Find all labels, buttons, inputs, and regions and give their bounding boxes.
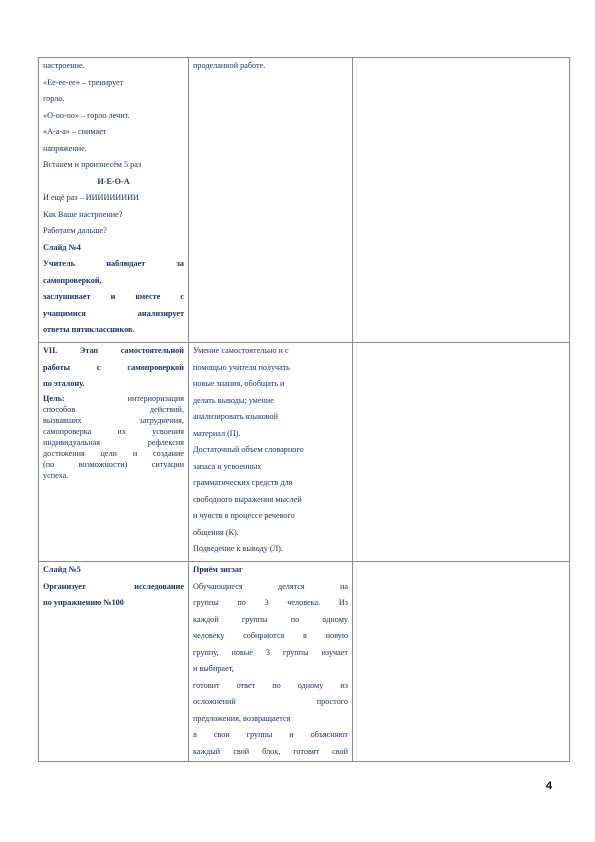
text-line: Обучающиеся делятся на [193,581,348,591]
table-row [39,562,570,762]
text-line: делать выводы; умение [193,395,274,405]
text-line: Подведение к выводу (Л). [193,544,283,553]
table-row [39,58,570,343]
row3-results-cell [189,562,353,762]
text-line: в свои группы и объясняют [193,730,348,739]
row1-stage-cell [39,58,189,343]
text-line: новые знания, обобщать и [193,379,285,388]
text-line: Умение самостоятельно и с [193,346,289,355]
text-line: группы по 3 человека. Из [193,598,348,607]
text-line: «Ее-ее-ее» – тренирует [43,77,124,87]
text-line: (по возможности) ситуации [43,459,184,469]
text-line: И ещё раз – ИИИИИИИИИ [43,193,139,202]
technique-title: Приём зигзаг [193,565,243,574]
stage-title: VII. Этап самостоятельной [43,346,184,355]
text-line: достижения цели и создание [43,448,184,458]
text-line: горло. [43,94,65,103]
text-line: самопроверка их усвоения [43,426,184,436]
goal-label: Цель: [43,393,65,403]
text-line: анализировать языковой [193,412,278,421]
text-line: свободного выражения мыслей [193,494,302,504]
lesson-plan-table [38,57,570,762]
text-line: успеха. [43,470,69,480]
text-line: учащимися анализирует [43,308,184,318]
text-line: заслушивает и вместе с [43,292,184,301]
table-row [39,343,570,562]
stage-title: работы с самопроверкой [43,362,184,372]
text-line: Встанем и произнесём 5 раз [43,160,142,169]
row2-empty-cell [353,343,570,562]
row3-stage-cell [39,562,189,762]
text-line: напряжение. [43,143,87,153]
text-line: настроение. [43,61,85,70]
stage-title: по эталону. [43,379,85,388]
text-line: помощью учителя получать [193,362,290,372]
text-line: по упражнению №100 [43,598,124,607]
text-line: ответы пятиклассников. [43,325,135,334]
text-line: Как Ваше настроение? [43,209,123,219]
row3-empty-cell [353,562,570,762]
text-line: осложнений простого [193,697,348,706]
text-line: Организует исследование [43,581,184,591]
text-line: и чувств в процессе речевого [193,511,295,520]
text-line: Работаем дальше? [43,226,107,235]
row2-stage-cell [39,343,189,562]
row2-results-cell [189,343,353,562]
text-line: «А-а-а» – снимает [43,127,107,136]
goal-text: интериоризация [127,393,184,403]
text-line: способов действий, [43,404,184,414]
text-line: материал (П). [193,428,241,438]
row1-results-cell [189,58,353,343]
slide-label: Слайд №4 [43,242,81,252]
text-line: человеку собираются в новую [193,631,348,640]
text-line: Учитель наблюдает за [43,259,184,268]
text-line: «О-оо-оо» – горло лечит. [43,110,130,120]
text-line: грамматических средств для [193,478,293,487]
page-number: 4 [546,780,553,792]
text-line: предложения, возвращается [193,713,291,723]
vowel-sequence: И-Е-О-А [97,176,130,186]
text-line: самопроверкой, [43,275,102,285]
text-line: группу, новые 3 группы изучает [193,647,348,657]
text-line: запаса и усвоенных [193,461,262,471]
text-line: и выбирает, [193,664,234,673]
slide-label: Слайд №5 [43,565,81,574]
text-line: индивидуальная рефлексия [43,437,184,447]
text-line: Достаточный объем словарного [193,445,304,454]
row1-empty-cell [353,58,570,343]
goal-line [43,393,184,404]
text-line: общения (К). [193,527,239,537]
text-line: каждой группы по одному [193,614,348,624]
text-line: каждый свой блок, готовят свой [193,746,348,756]
text-line: проделанной работе. [193,61,266,70]
text-line: вызвавших затруднения, [43,415,184,425]
text-line: готовит ответ по одному из [193,680,348,690]
